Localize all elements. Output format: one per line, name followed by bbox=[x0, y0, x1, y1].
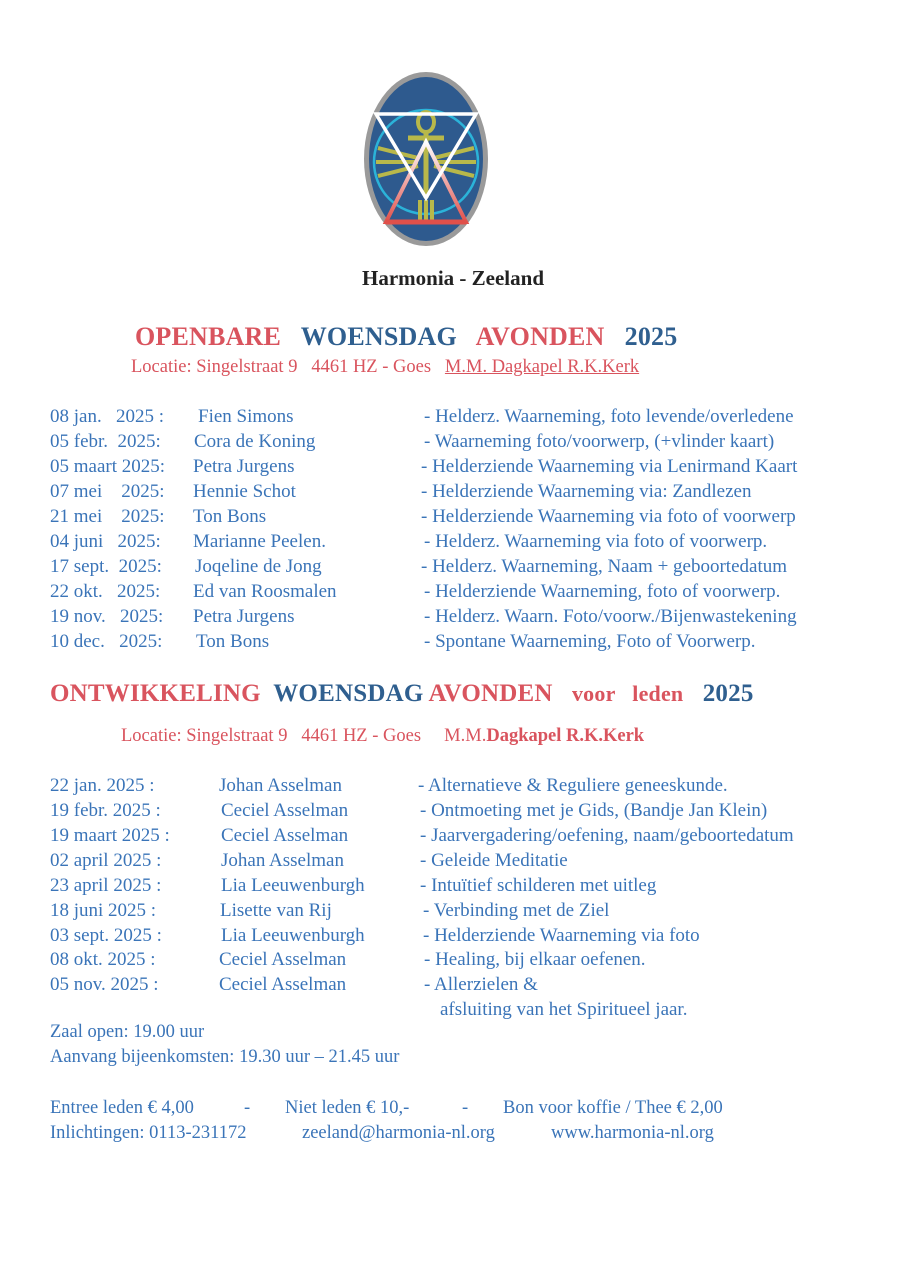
event-date: 07 mei 2025: bbox=[50, 481, 165, 502]
event-speaker: Petra Jurgens bbox=[193, 606, 295, 627]
title-word-openbare: OPENBARE bbox=[135, 322, 282, 351]
event-speaker: Fien Simons bbox=[198, 406, 294, 427]
separator: - bbox=[244, 1098, 251, 1118]
event-topic: - Helderz. Waarneming via foto of voorwerp. bbox=[424, 531, 768, 552]
event-topic-line2: afsluiting van het Spiritueel jaar. bbox=[440, 999, 688, 1020]
event-topic: - Helderz. Waarneming, foto levende/overledene bbox=[424, 406, 794, 427]
event-speaker: Lia Leeuwenburgh bbox=[221, 875, 365, 896]
event-row bbox=[50, 606, 163, 628]
title-word-woensdag: WOENSDAG bbox=[273, 680, 424, 707]
event-speaker: Petra Jurgens bbox=[193, 456, 295, 477]
event-topic: - Helderziende Waarneming, foto of voorwerp. bbox=[424, 581, 781, 602]
event-row bbox=[50, 531, 161, 553]
location-venue: M.M. Dagkapel R.K.Kerk bbox=[444, 357, 640, 377]
event-speaker: Ceciel Asselman bbox=[219, 974, 347, 995]
website-link[interactable]: www.harmonia-nl.org bbox=[551, 1123, 714, 1143]
separator: - bbox=[462, 1098, 469, 1118]
event-topic: - Helderziende Waarneming via foto of voorwerp bbox=[421, 506, 796, 527]
hall-open-text: Zaal open: 19.00 uur bbox=[50, 1022, 205, 1042]
event-row bbox=[50, 481, 165, 503]
event-row bbox=[50, 581, 160, 603]
event-topic: - Helderziende Waarneming via Lenirmand Kaart bbox=[421, 456, 798, 477]
event-date: 21 mei 2025: bbox=[50, 506, 165, 527]
event-row bbox=[50, 431, 161, 453]
event-topic: - Waarneming foto/voorwerp, (+vlinder kaart) bbox=[424, 431, 775, 452]
title-word-avonden: AVONDEN bbox=[428, 680, 553, 707]
event-topic: - Healing, bij elkaar oefenen. bbox=[424, 949, 646, 970]
event-topic: - Helderz. Waarneming, Naam + geboortedatum bbox=[421, 556, 788, 577]
event-speaker: Ceciel Asselman bbox=[221, 825, 349, 846]
event-row bbox=[50, 556, 162, 578]
start-time-text: Aanvang bijeenkomsten: 19.30 uur – 21.45 uur bbox=[50, 1047, 400, 1067]
event-row bbox=[50, 406, 164, 428]
fee-non-members: Niet leden € 10,- bbox=[285, 1098, 410, 1118]
title-year: 2025 bbox=[702, 680, 754, 707]
harmonia-emblem-icon bbox=[362, 70, 490, 248]
event-date: 08 jan. 2025 : bbox=[50, 406, 164, 427]
event-topic: - Ontmoeting met je Gids, (Bandje Jan Klein) bbox=[420, 800, 768, 821]
fee-members: Entree leden € 4,00 bbox=[50, 1098, 194, 1118]
event-date: 03 sept. 2025 : bbox=[50, 925, 162, 946]
event-speaker: Ed van Roosmalen bbox=[193, 581, 337, 602]
event-speaker: Ceciel Asselman bbox=[221, 800, 349, 821]
location-venue-prefix: M.M. bbox=[444, 726, 487, 746]
info-phone: Inlichtingen: 0113-231172 bbox=[50, 1123, 247, 1143]
location-venue: Dagkapel R.K.Kerk bbox=[486, 726, 645, 746]
event-date: 08 okt. 2025 : bbox=[50, 949, 156, 970]
event-speaker: Lia Leeuwenburgh bbox=[221, 925, 365, 946]
public-location bbox=[131, 357, 639, 378]
event-speaker: Ceciel Asselman bbox=[219, 949, 347, 970]
organization-name: Harmonia - Zeeland bbox=[362, 266, 544, 290]
event-topic: - Alternatieve & Reguliere geneeskunde. bbox=[418, 775, 728, 796]
event-date: 22 jan. 2025 : bbox=[50, 775, 155, 796]
event-topic: - Spontane Waarneming, Foto of Voorwerp. bbox=[424, 631, 756, 652]
event-speaker: Johan Asselman bbox=[221, 850, 344, 871]
event-topic: - Helderziende Waarneming via: Zandlezen bbox=[421, 481, 752, 502]
members-section-title bbox=[50, 680, 754, 708]
event-topic: - Intuïtief schilderen met uitleg bbox=[420, 875, 657, 896]
event-speaker: Ton Bons bbox=[193, 506, 267, 527]
event-date: 19 maart 2025 : bbox=[50, 825, 170, 846]
title-words-voor-leden: voor leden bbox=[571, 681, 684, 706]
title-year: 2025 bbox=[624, 322, 678, 351]
event-date: 19 nov. 2025: bbox=[50, 606, 164, 627]
event-date: 02 april 2025 : bbox=[50, 850, 162, 871]
event-topic: - Geleide Meditatie bbox=[420, 850, 568, 871]
event-speaker: Ton Bons bbox=[196, 631, 270, 652]
event-topic: - Allerzielen & bbox=[424, 974, 538, 995]
location-address: Locatie: Singelstraat 9 4461 HZ - Goes bbox=[121, 726, 422, 746]
event-date: 17 sept. 2025: bbox=[50, 556, 162, 577]
event-date: 05 maart 2025: bbox=[50, 456, 166, 477]
event-date: 04 juni 2025: bbox=[50, 531, 161, 552]
event-date: 18 juni 2025 : bbox=[50, 900, 157, 921]
event-row bbox=[50, 506, 165, 528]
public-section-title bbox=[135, 322, 677, 352]
event-topic: - Verbinding met de Ziel bbox=[423, 900, 610, 921]
event-speaker: Hennie Schot bbox=[193, 481, 296, 502]
event-date: 22 okt. 2025: bbox=[50, 581, 161, 602]
event-topic: - Helderziende Waarneming via foto bbox=[423, 925, 700, 946]
event-row bbox=[50, 456, 165, 478]
event-speaker: Marianne Peelen. bbox=[193, 531, 326, 552]
title-word-avonden: AVONDEN bbox=[475, 322, 605, 351]
event-speaker: Lisette van Rij bbox=[220, 900, 332, 921]
location-address: Locatie: Singelstraat 9 4461 HZ - Goes bbox=[131, 357, 432, 377]
email-link[interactable]: zeeland@harmonia-nl.org bbox=[302, 1123, 495, 1143]
event-row bbox=[50, 631, 162, 653]
coffee-price: Bon voor koffie / Thee € 2,00 bbox=[503, 1098, 723, 1118]
event-topic: - Helderz. Waarn. Foto/voorw./Bijenwastekening bbox=[424, 606, 797, 627]
members-location bbox=[121, 726, 644, 747]
event-speaker: Cora de Koning bbox=[194, 431, 316, 452]
event-topic: - Jaarvergadering/oefening, naam/geboortedatum bbox=[420, 825, 794, 846]
event-speaker: Johan Asselman bbox=[219, 775, 342, 796]
event-date: 05 nov. 2025 : bbox=[50, 974, 159, 995]
event-speaker: Joqeline de Jong bbox=[195, 556, 322, 577]
event-date: 19 febr. 2025 : bbox=[50, 800, 161, 821]
event-date: 05 febr. 2025: bbox=[50, 431, 161, 452]
title-word-woensdag: WOENSDAG bbox=[300, 322, 457, 351]
event-date: 10 dec. 2025: bbox=[50, 631, 163, 652]
event-date: 23 april 2025 : bbox=[50, 875, 162, 896]
title-word-ontwikkeling: ONTWIKKELING bbox=[50, 680, 261, 707]
